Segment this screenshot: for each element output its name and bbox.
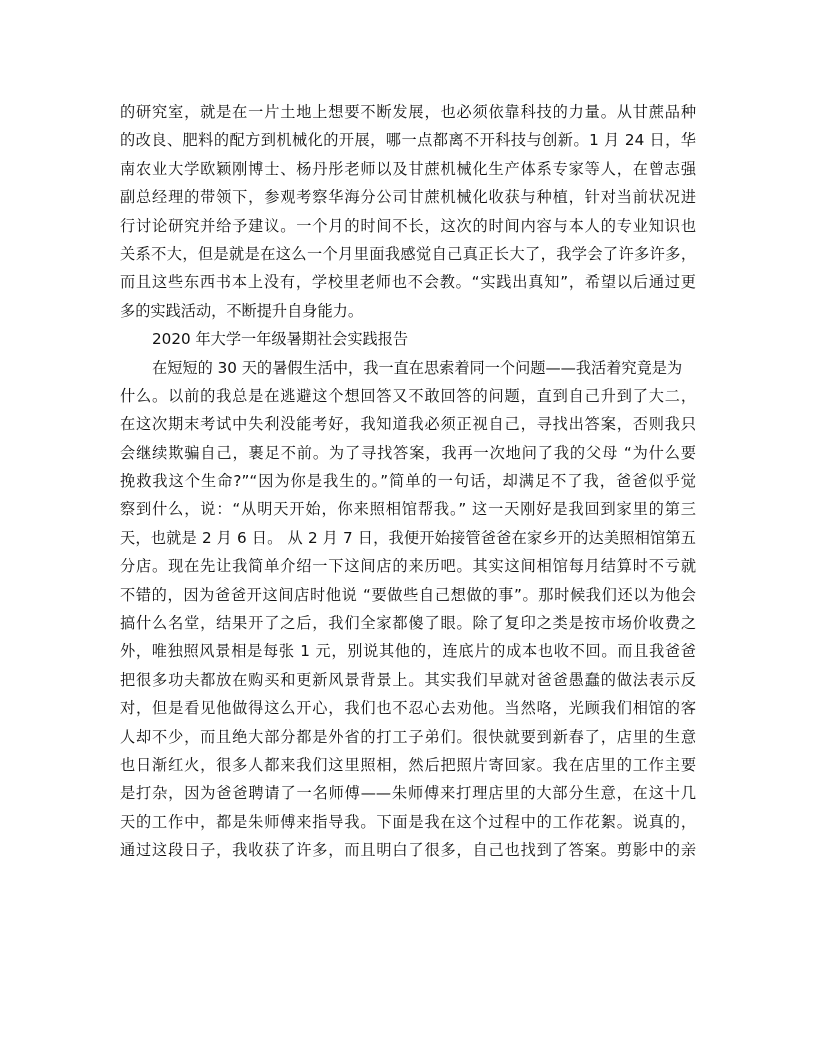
paragraph-line-24: 也日渐红火，很多人都来我们这里照相，然后把照片寄回家。我在店里的工作主要 <box>120 755 696 774</box>
paragraph-line-3: 南农业大学欧颖刚博士、杨丹彤老师以及甘蔗机械化生产体系专家等人，在曾志强 <box>120 159 696 178</box>
paragraph-line-10: 在短短的 30 天的暑假生活中，我一直在思索着同一个问题——我活着究竟是为 <box>152 358 683 377</box>
paragraph-line-6: 关系不大，但是就是在这么一个月里面我感觉自己真正长大了，我学会了许多许多， <box>120 244 696 263</box>
paragraph-line-8: 多的实践活动，不断提升自身能力。 <box>120 301 363 320</box>
paragraph-line-2: 的改良、肥料的配方到机械化的开展，哪一点都离不开科技与创新。1 月 24 日，华 <box>120 131 696 150</box>
paragraph-line-7: 而且这些东西书本上没有，学校里老师也不会教。“实践出真知”，希望以后通过更 <box>120 273 696 292</box>
paragraph-line-21: 把很多功夫都放在购买和更新风景背景上。其实我们早就对爸爸愚蠢的做法表示反 <box>120 670 696 689</box>
paragraph-line-25: 是打杂，因为爸爸聘请了一名师傅——朱师傅来打理店里的大部分生意，在这十几 <box>120 784 696 803</box>
paragraph-line-15: 察到什么，说：“从明天开始，你来照相馆帮我。” 这一天刚好是我回到家里的第三 <box>120 500 696 519</box>
paragraph-line-27: 通过这段日子，我收获了许多，而且明白了很多，自己也找到了答案。剪影中的亲 <box>120 841 696 860</box>
paragraph-line-26: 天的工作中，都是朱师傅来指导我。下面是我在这个过程中的工作花絮。说真的， <box>120 812 696 831</box>
paragraph-line-18: 不错的，因为爸爸开这间店时他说 “要做些自己想做的事”。那时候我们还以为他会 <box>120 585 696 604</box>
paragraph-line-4: 副总经理的带领下，参观考察华海分公司甘蔗机械化收获与种植，针对当前状况进 <box>120 188 696 207</box>
paragraph-line-1: 的研究室，就是在一片土地上想要不断发展，也必须依靠科技的力量。从甘蔗品种 <box>120 103 696 121</box>
paragraph-line-11: 什么。以前的我总是在逃避这个想回答又不敢回答的问题，直到自己升到了大二， <box>120 386 696 405</box>
section-heading: 2020 年大学一年级暑期社会实践报告 <box>152 330 409 349</box>
paragraph-line-22: 对，但是看见他做得这么开心，我们也不忍心去劝他。当然咯，光顾我们相馆的客 <box>120 699 696 718</box>
paragraph-line-16: 天，也就是 2 月 6 日。 从 2 月 7 日，我便开始接管爸爸在家乡开的达美照相馆第五 <box>120 528 696 547</box>
paragraph-line-17: 分店。现在先让我简单介绍一下这间店的来历吧。其实这间相馆每月结算时不亏就 <box>120 557 696 576</box>
paragraph-line-23: 人却不少，而且绝大部分都是外省的打工子弟们。很快就要到新春了，店里的生意 <box>120 727 696 746</box>
paragraph-line-14: 挽救我这个生命?”“因为你是我生的。”简单的一句话，却满足不了我，爸爸似乎觉 <box>120 472 696 491</box>
paragraph-line-20: 外，唯独照风景相是每张 1 元，别说其他的，连底片的成本也收不回。而且我爸爸 <box>120 642 696 661</box>
paragraph-line-13: 会继续欺骗自己，裹足不前。为了寻找答案，我再一次地问了我的父母 “为什么要 <box>120 443 696 462</box>
paragraph-line-5: 行讨论研究并给予建议。一个月的时间不长，这次的时间内容与本人的专业知识也 <box>120 216 696 235</box>
document-body <box>120 98 696 865</box>
paragraph-line-12: 在这次期末考试中失利没能考好，我知道我必须正视自己，寻找出答案，否则我只 <box>120 415 696 434</box>
paragraph-line-19: 搞什么名堂，结果开了之后，我们全家都傻了眼。除了复印之类是按市场价收费之 <box>120 614 696 633</box>
